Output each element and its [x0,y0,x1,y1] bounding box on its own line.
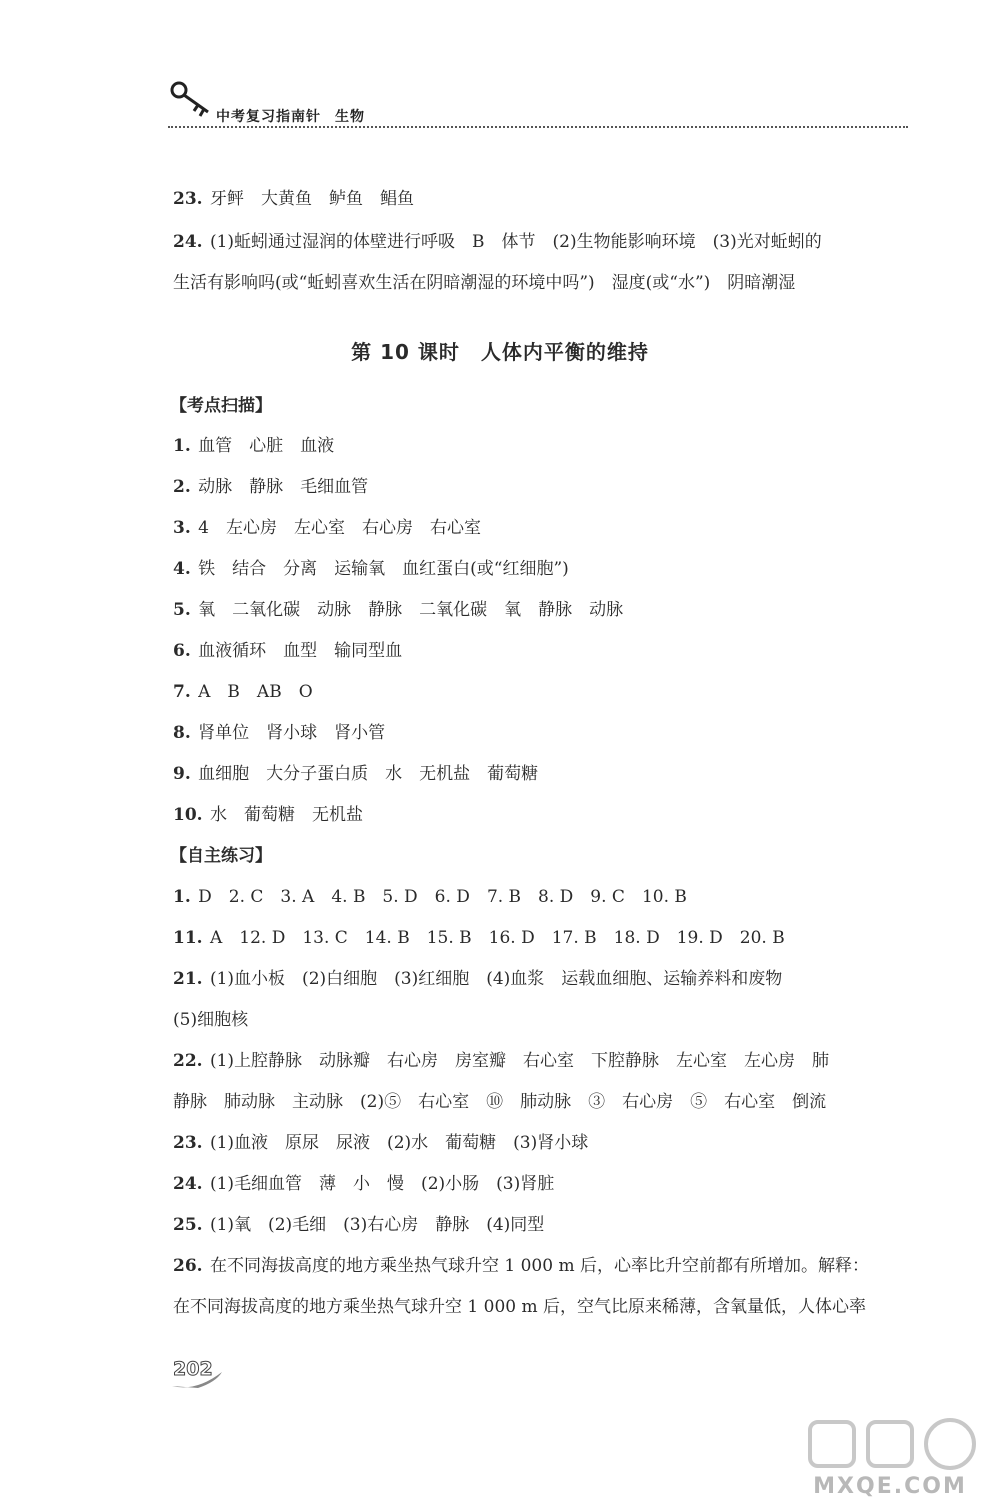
item-number: 2. [173,477,191,497]
answer-line: (5)细胞核 [173,1010,249,1030]
answer-line: 7. A B AB O [173,682,313,702]
item-number: 4. [173,559,191,579]
item-number: 23. [173,189,203,209]
answer-line: 2. 动脉 静脉 毛细血管 [173,477,369,497]
item-number: 6. [173,641,191,661]
lesson-title: 第 10 课时 人体内平衡的维持 [351,340,649,364]
answer-line: 26. 在不同海拔高度的地方乘坐热气球升空 1 000 m 后，心率比升空前都有所增加。解释： [173,1256,869,1276]
item-number: 10. [173,805,203,825]
answer-line: 8. 肾单位 肾小球 肾小管 [173,723,386,743]
section-heading-practice: 【自主练习】 [170,846,272,866]
item-number: 1. [173,436,191,456]
item-number: 9. [173,764,191,784]
answer-line: 24. (1)毛细血管 薄 小 慢 (2)小肠 (3)肾脏 [173,1174,555,1194]
item-number: 23. [173,1133,203,1153]
answer-line: 23. (1)血液 原尿 尿液 (2)水 葡萄糖 (3)肾小球 [173,1133,589,1153]
answer-line: 22. (1)上腔静脉 动脉瓣 右心房 房室瓣 右心室 下腔静脉 左心室 左心房 肺 [173,1051,830,1071]
answer-line: 1. D 2. C 3. A 4. B 5. D 6. D 7. B 8. D 9. C 10. B [173,887,687,907]
section-heading-scan: 【考点扫描】 [170,396,272,416]
answer-line: 9. 血细胞 大分子蛋白质 水 无机盐 葡萄糖 [173,764,539,784]
page-header [168,78,908,138]
answer-line: 3. 4 左心房 左心室 右心房 右心室 [173,518,481,538]
item-number: 24. [173,232,203,252]
watermark-logo-icon [790,1412,990,1476]
answer-line: 4. 铁 结合 分离 运输氧 血红蛋白(或“红细胞”) [173,559,569,579]
item-number: 22. [173,1051,203,1071]
watermark [790,1412,990,1502]
page-number [168,1352,224,1390]
answer-line: 1. 血管 心脏 血液 [173,436,335,456]
book-subject: 生物 [335,109,365,125]
item-number: 5. [173,600,191,620]
item-number: 26. [173,1256,203,1276]
answer-line: 静脉 肺动脉 主动脉 (2)⑤ 右心室 ⑩ 肺动脉 ③ 右心房 ⑤ 右心室 倒流 [173,1092,827,1112]
item-number: 24. [173,1174,203,1194]
item-number: 11. [173,928,203,948]
answer-line: 11. A 12. D 13. C 14. B 15. B 16. D 17. B 18. D 19. D 20. B [173,928,785,948]
answer-line: 5. 氧 二氧化碳 动脉 静脉 二氧化碳 氧 静脉 动脉 [173,600,624,620]
item-number: 25. [173,1215,203,1235]
answer-line: 生活有影响吗(或“蚯蚓喜欢生活在阴暗潮湿的环境中吗”) 湿度(或“水”) 阴暗潮湿 [173,273,796,293]
item-number: 1. [173,887,191,907]
item-number: 8. [173,723,191,743]
book-title-text: 中考复习指南针 [216,109,321,125]
item-number: 3. [173,518,191,538]
answer-line: 24. (1)蚯蚓通过湿润的体壁进行呼吸 B 体节 (2)生物能影响环境 (3)光对蚯蚓的 [173,232,822,252]
page-number-text: 202 [173,1358,213,1380]
answer-line: 21. (1)血小板 (2)白细胞 (3)红细胞 (4)血浆 运载血细胞、运输养料和废物 [173,969,783,989]
key-icon [168,78,212,122]
item-number: 7. [173,682,191,702]
answer-line: 10. 水 葡萄糖 无机盐 [173,805,363,825]
answer-line: 6. 血液循环 血型 输同型血 [173,641,403,661]
answer-line: 25. (1)氧 (2)毛细 (3)右心房 静脉 (4)同型 [173,1215,545,1235]
answer-line: 在不同海拔高度的地方乘坐热气球升空 1 000 m 后，空气比原来稀薄，含氧量低，人体心率 [173,1297,866,1317]
answer-line: 23. 牙鲆 大黄鱼 鲈鱼 鲳鱼 [173,189,414,209]
book-title [216,106,365,126]
item-number: 21. [173,969,203,989]
header-divider [168,126,908,128]
watermark-text: MXQE.COM [813,1474,967,1499]
